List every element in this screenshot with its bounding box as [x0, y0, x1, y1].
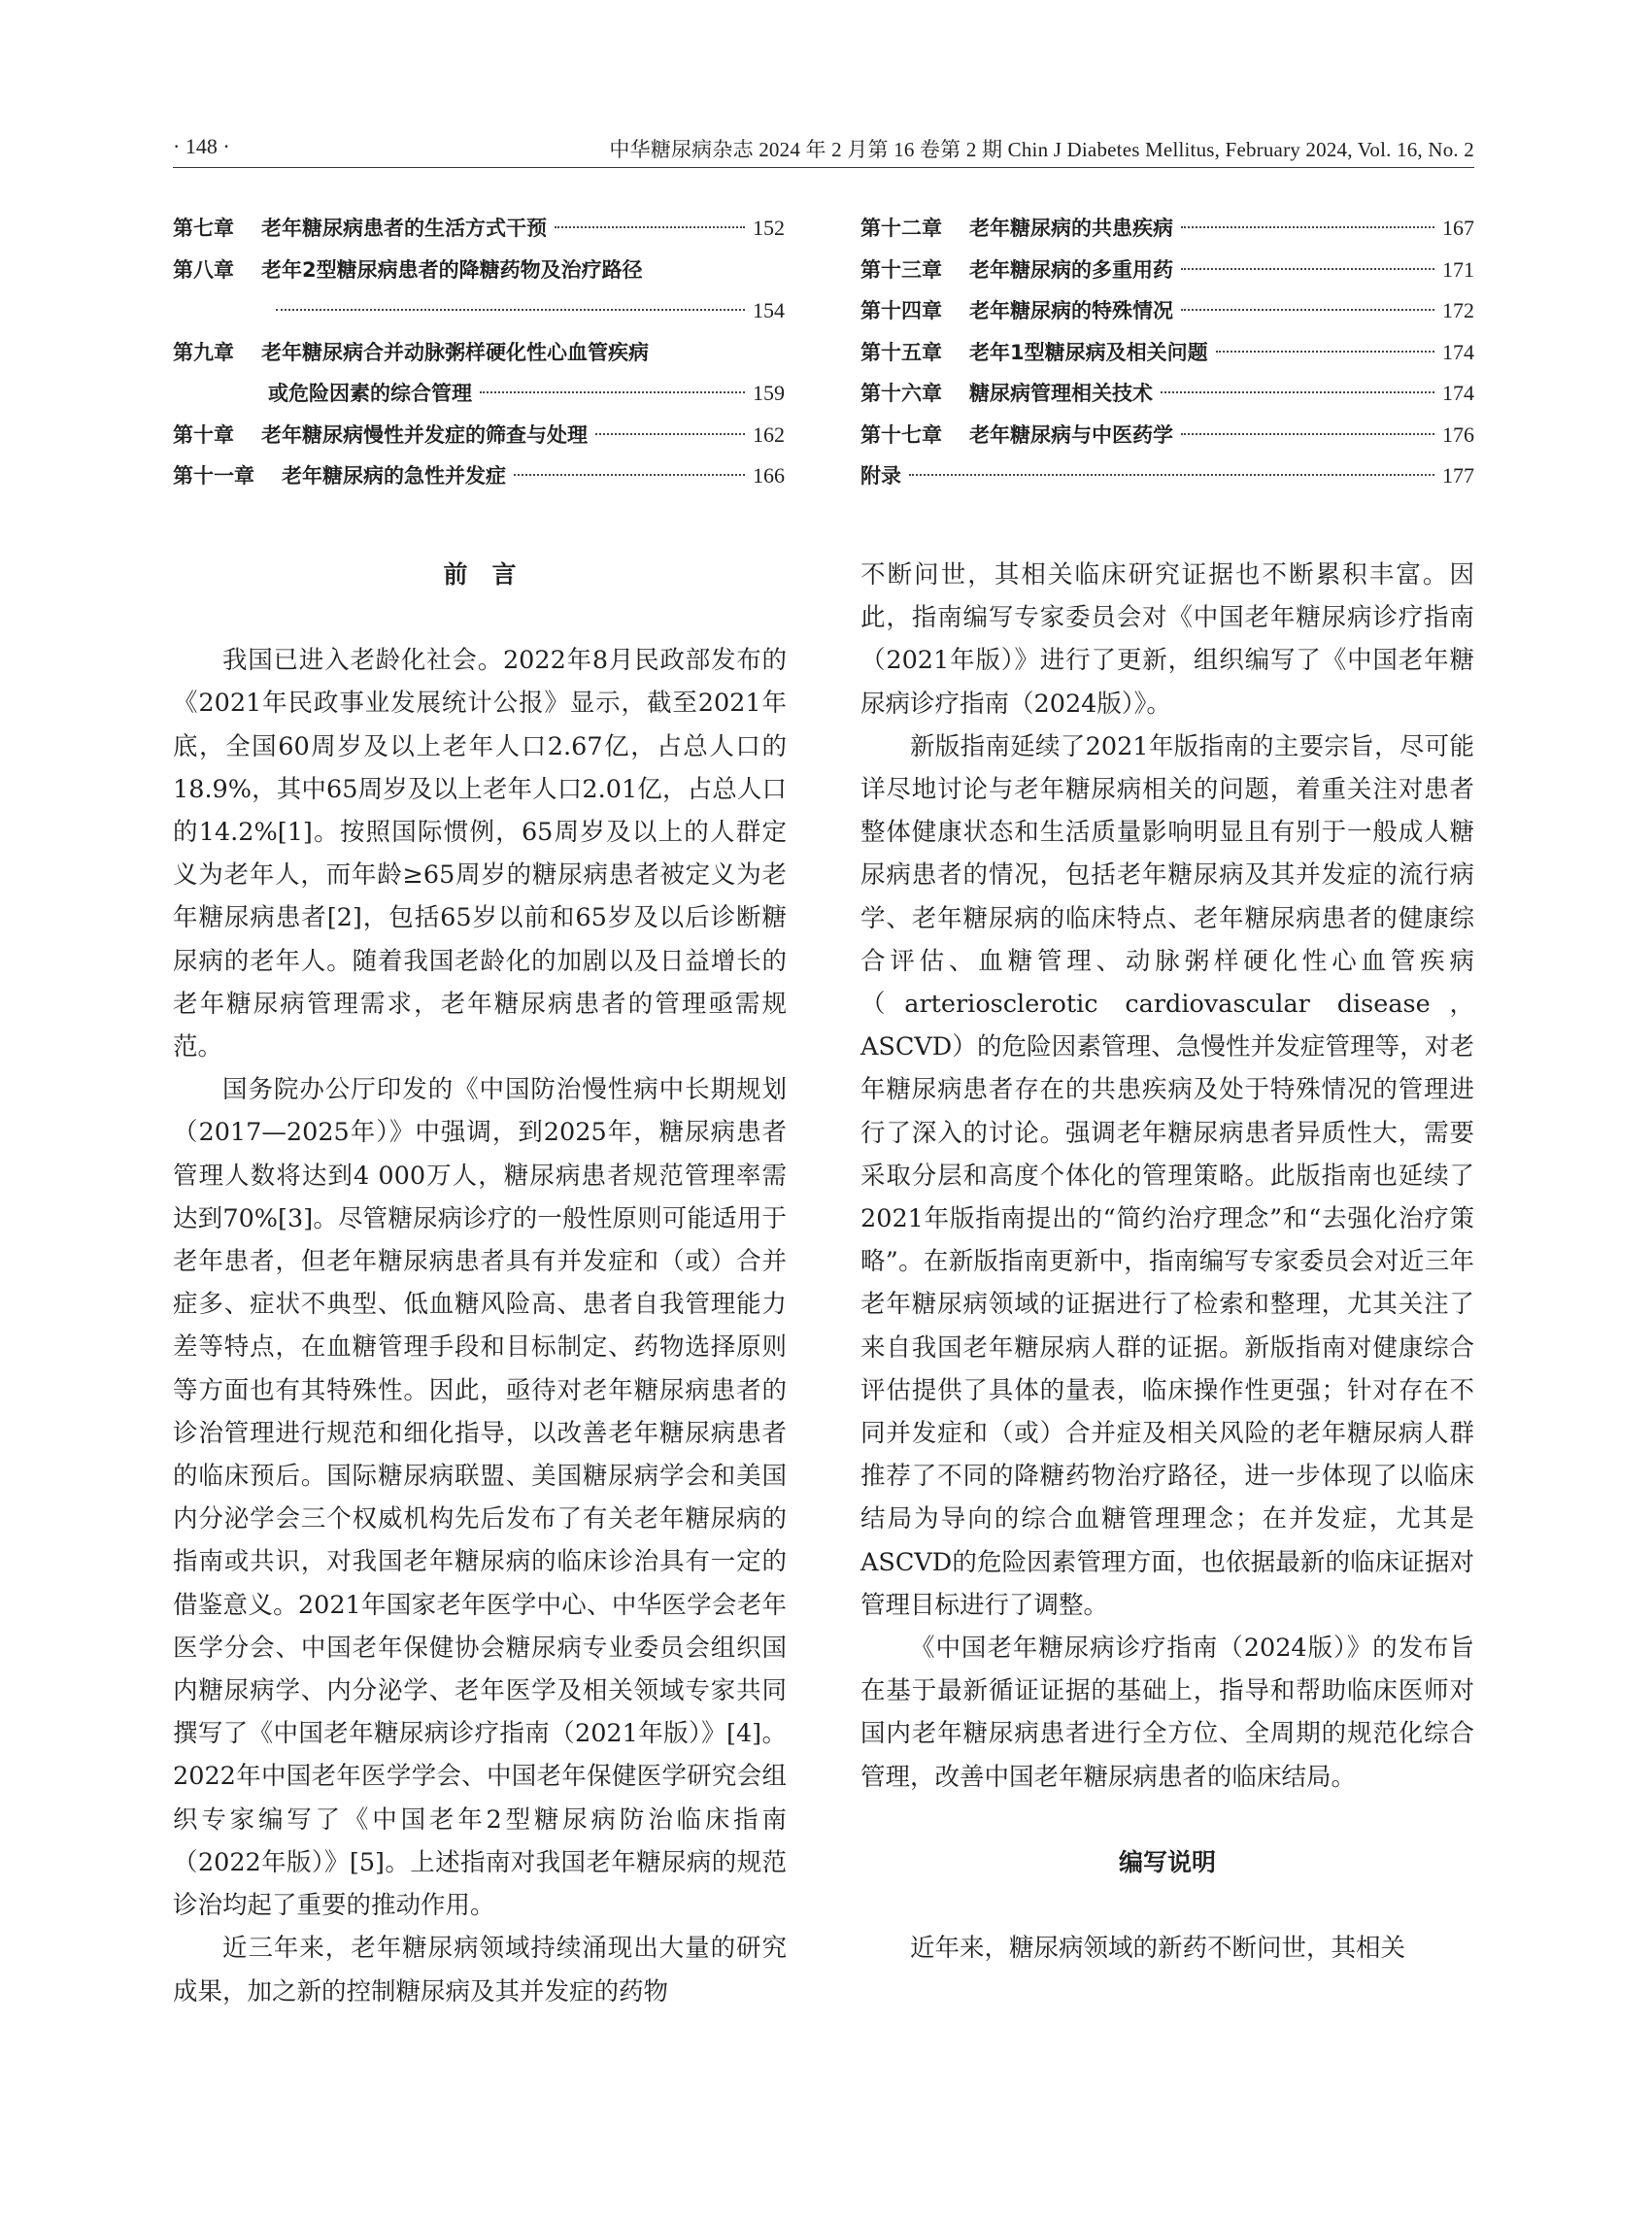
- toc-chapter: 第十六章: [860, 382, 942, 405]
- toc-page: 174: [1442, 381, 1474, 405]
- toc-chapter: 第七章: [173, 217, 234, 240]
- toc-leader-dots: [1216, 351, 1434, 353]
- toc-leader-dots: [276, 309, 745, 311]
- toc-chapter: 附录: [860, 464, 901, 488]
- writing-notes-title: 编写说明: [1118, 1847, 1216, 1876]
- toc-entry[interactable]: [173, 415, 785, 456]
- page-number: · 148 ·: [173, 134, 230, 158]
- toc-leader-dots: [1181, 268, 1434, 270]
- header-rule: [173, 167, 1474, 168]
- toc-title: 老年1型糖尿病及相关问题: [969, 340, 1208, 364]
- toc-title: 老年糖尿病患者的生活方式干预: [261, 217, 547, 240]
- toc-chapter: 第八章: [173, 257, 234, 282]
- toc-left-column: [173, 208, 785, 497]
- toc-page: 154: [753, 298, 785, 322]
- toc-page: 159: [753, 381, 785, 405]
- toc-title: 老年糖尿病合并动脉粥样硬化性心血管疾病: [261, 340, 649, 364]
- toc-page: 174: [1442, 339, 1474, 364]
- toc-entry[interactable]: [860, 373, 1474, 415]
- toc-title-line2: 或危险因素的综合管理: [268, 382, 472, 405]
- toc-entry-continuation[interactable]: [173, 290, 785, 332]
- toc-leader-dots: [1161, 391, 1434, 393]
- preface-paragraph-3: 近三年来，老年糖尿病领域持续涌现出大量的研究成果，加之新的控制糖尿病及其并发症的药物: [173, 1934, 787, 2006]
- toc-right-column: [860, 208, 1474, 497]
- toc-leader-dots: [555, 226, 745, 228]
- toc-chapter: 第十五章: [860, 340, 942, 364]
- toc-entry-continuation[interactable]: [173, 373, 785, 415]
- toc-page: 167: [1442, 216, 1474, 240]
- toc-entry[interactable]: [860, 208, 1474, 250]
- toc-entry[interactable]: [860, 250, 1474, 291]
- toc-entry[interactable]: [860, 290, 1474, 332]
- toc-chapter: 第十七章: [860, 422, 942, 447]
- toc-title: 老年糖尿病的急性并发症: [282, 464, 506, 488]
- preface-paragraph-1: 我国已进入老龄化社会。2022年8月民政部发布的《2021年民政事业发展统计公报》显示，截至2021年底，全国60周岁及以上老年人口2.67亿，占总人口的18.9%，其中65周岁及以上老年人口2.01亿，占总人口的14.2%[1]。按照国际惯例，65周岁及以上的人群定义为老年人，而年龄≥65周岁的糖尿病患者被定义为老年糖尿病患者[2]，包括65岁以前和65岁及以后诊断糖尿病的老年人。随着我国老龄化的加剧以及日益增长的老年糖尿病管理需求，老年糖尿病患者的管理亟需规范。: [173, 646, 787, 1062]
- journal-citation: 中华糖尿病杂志 2024 年 2 月第 16 卷第 2 期 Chin J Diabetes Mellitus, February 2024, Vol. 16, No. 2: [609, 138, 1474, 161]
- toc-chapter: 第十一章: [173, 464, 254, 488]
- toc-page: 152: [753, 216, 785, 240]
- toc-entry[interactable]: [173, 208, 785, 250]
- writing-notes-paragraph-1: 近年来，糖尿病领域的新药不断问世，其相关: [910, 1934, 1406, 1964]
- preface-paragraph-2: 国务院办公厅印发的《中国防治慢性病中长期规划（2017—2025年）》中强调，到2025年，糖尿病患者管理人数将达到4 000万人，糖尿病患者规范管理率需达到70%[3]。尽管糖尿病诊疗的一般性原则可能适用于老年患者，但老年糖尿病患者具有并发症和（或）合并症多、症状不典型、低血糖风险高、患者自我管理能力差等特点，在血糖管理手段和目标制定、药物选择原则等方面也有其特殊性。因此，亟待对老年糖尿病患者的诊治管理进行规范和细化指导，以改善老年糖尿病患者的临床预后。国际糖尿病联盟、美国糖尿病学会和美国内分泌学会三个权威机构先后发布了有关老年糖尿病的指南或共识，对我国老年糖尿病的临床诊治具有一定的借鉴意义。2021年国家老年医学中心、中华医学会老年医学分会、中国老年保健协会糖尿病专业委员会组织国内糖尿病学、内分泌学、老年医学及相关领域专家共同撰写了《中国老年糖尿病诊疗指南（2021年版）》[4]。2022年中国老年医学学会、中国老年保健医学研究会组织专家编写了《中国老年2型糖尿病防治临床指南（2022年版）》[5]。上述指南对我国老年糖尿病的规范诊治均起了重要的推动作用。: [173, 1075, 787, 1921]
- toc-title: 老年糖尿病的多重用药: [969, 257, 1173, 282]
- toc-leader-dots: [1181, 226, 1434, 228]
- toc-chapter: 第十章: [173, 422, 234, 447]
- toc-chapter: 第十二章: [860, 217, 942, 240]
- toc-leader-dots: [909, 474, 1434, 476]
- toc-title: 老年糖尿病的共患疾病: [969, 217, 1173, 240]
- preface-paragraph-5: 《中国老年糖尿病诊疗指南（2024版）》的发布旨在基于最新循证证据的基础上，指导和帮助临床医师对国内老年糖尿病患者进行全方位、全周期的规范化综合管理，改善中国老年糖尿病患者的临床结局。: [860, 1634, 1474, 1792]
- toc-chapter: 第十四章: [860, 299, 942, 322]
- toc-entry[interactable]: [173, 250, 785, 291]
- toc-title: 老年糖尿病与中医药学: [969, 422, 1173, 447]
- toc-page: 166: [753, 463, 785, 488]
- left-text-column: [173, 554, 787, 2013]
- toc-entry[interactable]: [860, 415, 1474, 456]
- toc-entry[interactable]: [173, 455, 785, 497]
- toc-title: 老年糖尿病慢性并发症的筛查与处理: [261, 422, 588, 447]
- right-text-column: [860, 554, 1474, 1970]
- preface-title: 前 言: [443, 560, 517, 589]
- toc-page: 171: [1442, 256, 1474, 282]
- toc-entry[interactable]: [860, 332, 1474, 374]
- toc-page: 162: [753, 421, 785, 447]
- toc-leader-dots: [514, 474, 745, 476]
- toc-leader-dots: [480, 391, 745, 393]
- toc-entry[interactable]: [860, 455, 1474, 497]
- toc-title: 糖尿病管理相关技术: [969, 382, 1153, 405]
- toc-leader-dots: [1181, 433, 1434, 435]
- toc-page: 177: [1442, 463, 1474, 488]
- toc-title: 老年2型糖尿病患者的降糖药物及治疗路径: [261, 257, 643, 282]
- toc-page: 176: [1442, 421, 1474, 447]
- preface-paragraph-4: 新版指南延续了2021年版指南的主要宗旨，尽可能详尽地讨论与老年糖尿病相关的问题，着重关注对患者整体健康状态和生活质量影响明显且有别于一般成人糖尿病患者的情况，包括老年糖尿病及其并发症的流行病学、老年糖尿病的临床特点、老年糖尿病患者的健康综合评估、血糖管理、动脉粥样硬化性心血管疾病（arteriosclerotic cardiovascular disease，ASCVD）的危险因素管理、急慢性并发症管理等，对老年糖尿病患者存在的共患疾病及处于特殊情况的管理进行了深入的讨论。强调老年糖尿病患者异质性大，需要采取分层和高度个体化的管理策略。此版指南也延续了2021年版指南提出的“简约治疗理念”和“去强化治疗策略”。在新版指南更新中，指南编写专家委员会对近三年老年糖尿病领域的证据进行了检索和整理，尤其关注了来自我国老年糖尿病人群的证据。新版指南对健康综合评估提供了具体的量表，临床操作性更强；针对存在不同并发症和（或）合并症及相关风险的老年糖尿病人群推荐了不同的降糖药物治疗路径，进一步体现了以临床结局为导向的综合血糖管理理念；在并发症，尤其是ASCVD的危险因素管理方面，也依据最新的临床证据对管理目标进行了调整。: [860, 731, 1474, 1620]
- toc-chapter: 第十三章: [860, 257, 942, 282]
- toc-chapter: 第九章: [173, 340, 234, 364]
- toc-leader-dots: [1181, 309, 1434, 311]
- preface-paragraph-3-continued: 不断问世，其相关临床研究证据也不断累积丰富。因此，指南编写专家委员会对《中国老年糖尿病诊疗指南（2021年版）》进行了更新，组织编写了《中国老年糖尿病诊疗指南（2024版）》。: [860, 560, 1474, 719]
- running-header: [173, 134, 1474, 167]
- toc-page: 172: [1442, 298, 1474, 322]
- toc-entry[interactable]: [173, 332, 785, 374]
- toc-title: 老年糖尿病的特殊情况: [969, 299, 1173, 322]
- toc-leader-dots: [595, 433, 745, 435]
